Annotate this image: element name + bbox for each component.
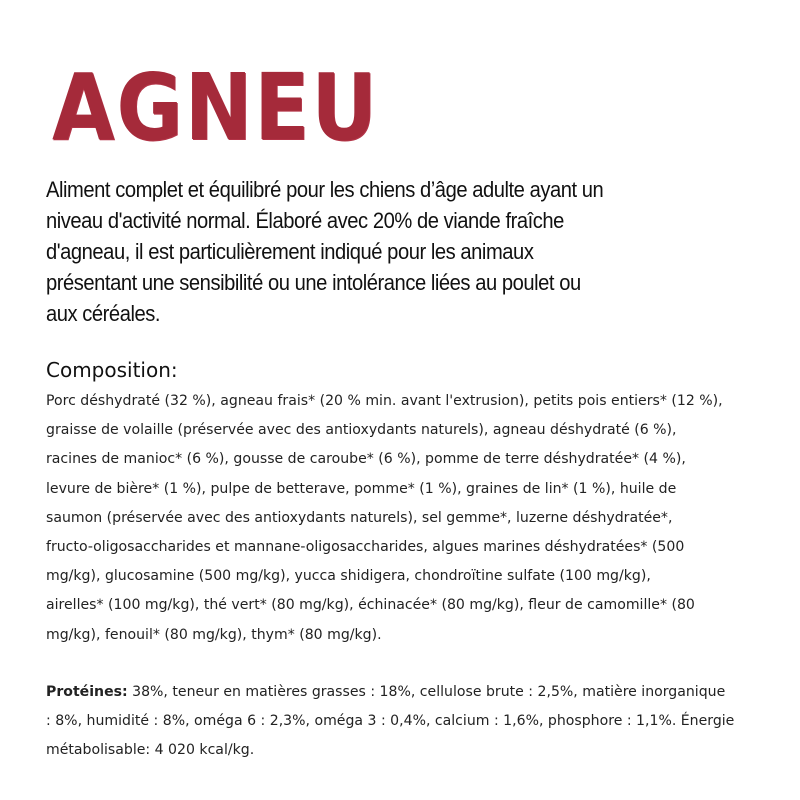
composition-line: racines de manioc* (6 %), gousse de caroube* (6 %), pomme de terre déshydratée* (4 %),	[46, 450, 686, 468]
product-description	[46, 174, 766, 329]
nutrition-line: : 8%, humidité : 8%, oméga 6 : 2,3%, oméga 3 : 0,4%, calcium : 1,6%, phosphore : 1,1%. Énergie	[46, 712, 735, 729]
nutrition-line	[46, 677, 770, 706]
description-line: d'agneau, il est particulièrement indiqué pour les animaux	[46, 239, 534, 264]
composition-line: mg/kg), fenouil* (80 mg/kg), thym* (80 mg/kg).	[46, 625, 382, 643]
composition-line: graisse de volaille (préservée avec des antioxydants naturels), agneau déshydraté (6 %),	[46, 421, 677, 439]
nutrition-analysis	[46, 677, 770, 764]
description-line: présentant une sensibilité ou une intolérance liées au poulet ou	[46, 270, 581, 295]
proteins-label: Protéines:	[46, 683, 128, 700]
composition-line: Porc déshydraté (32 %), agneau frais* (20 % min. avant l'extrusion), petits pois entiers* (12 %),	[46, 392, 723, 409]
composition-text	[46, 386, 760, 649]
composition-line: fructo-oligosaccharides et mannane-oligosaccharides, algues marines déshydratées* (500	[46, 538, 685, 556]
composition-line: levure de bière* (1 %), pulpe de betterave, pomme* (1 %), graines de lin* (1 %), huile de	[46, 479, 677, 497]
nutrition-values: 38%, teneur en matières grasses : 18%, cellulose brute : 2,5%, matière inorganique	[127, 683, 726, 700]
product-title: AGNEU	[52, 54, 379, 161]
description-line: aux céréales.	[46, 301, 161, 326]
composition-line: mg/kg), glucosamine (500 mg/kg), yucca shidigera, chondroïtine sulfate (100 mg/kg),	[46, 567, 651, 585]
description-line: Aliment complet et équilibré pour les chiens d’âge adulte ayant un	[46, 177, 604, 202]
nutrition-line: métabolisable: 4 020 kcal/kg.	[46, 741, 255, 758]
composition-line: airelles* (100 mg/kg), thé vert* (80 mg/kg), échinacée* (80 mg/kg), fleur de camomille* (80	[46, 596, 695, 614]
composition-line: saumon (préservée avec des antioxydants naturels), sel gemme*, luzerne déshydratée*,	[46, 508, 673, 526]
description-line: niveau d'activité normal. Élaboré avec 20% de viande fraîche	[46, 208, 564, 233]
composition-heading: Composition:	[46, 358, 178, 382]
